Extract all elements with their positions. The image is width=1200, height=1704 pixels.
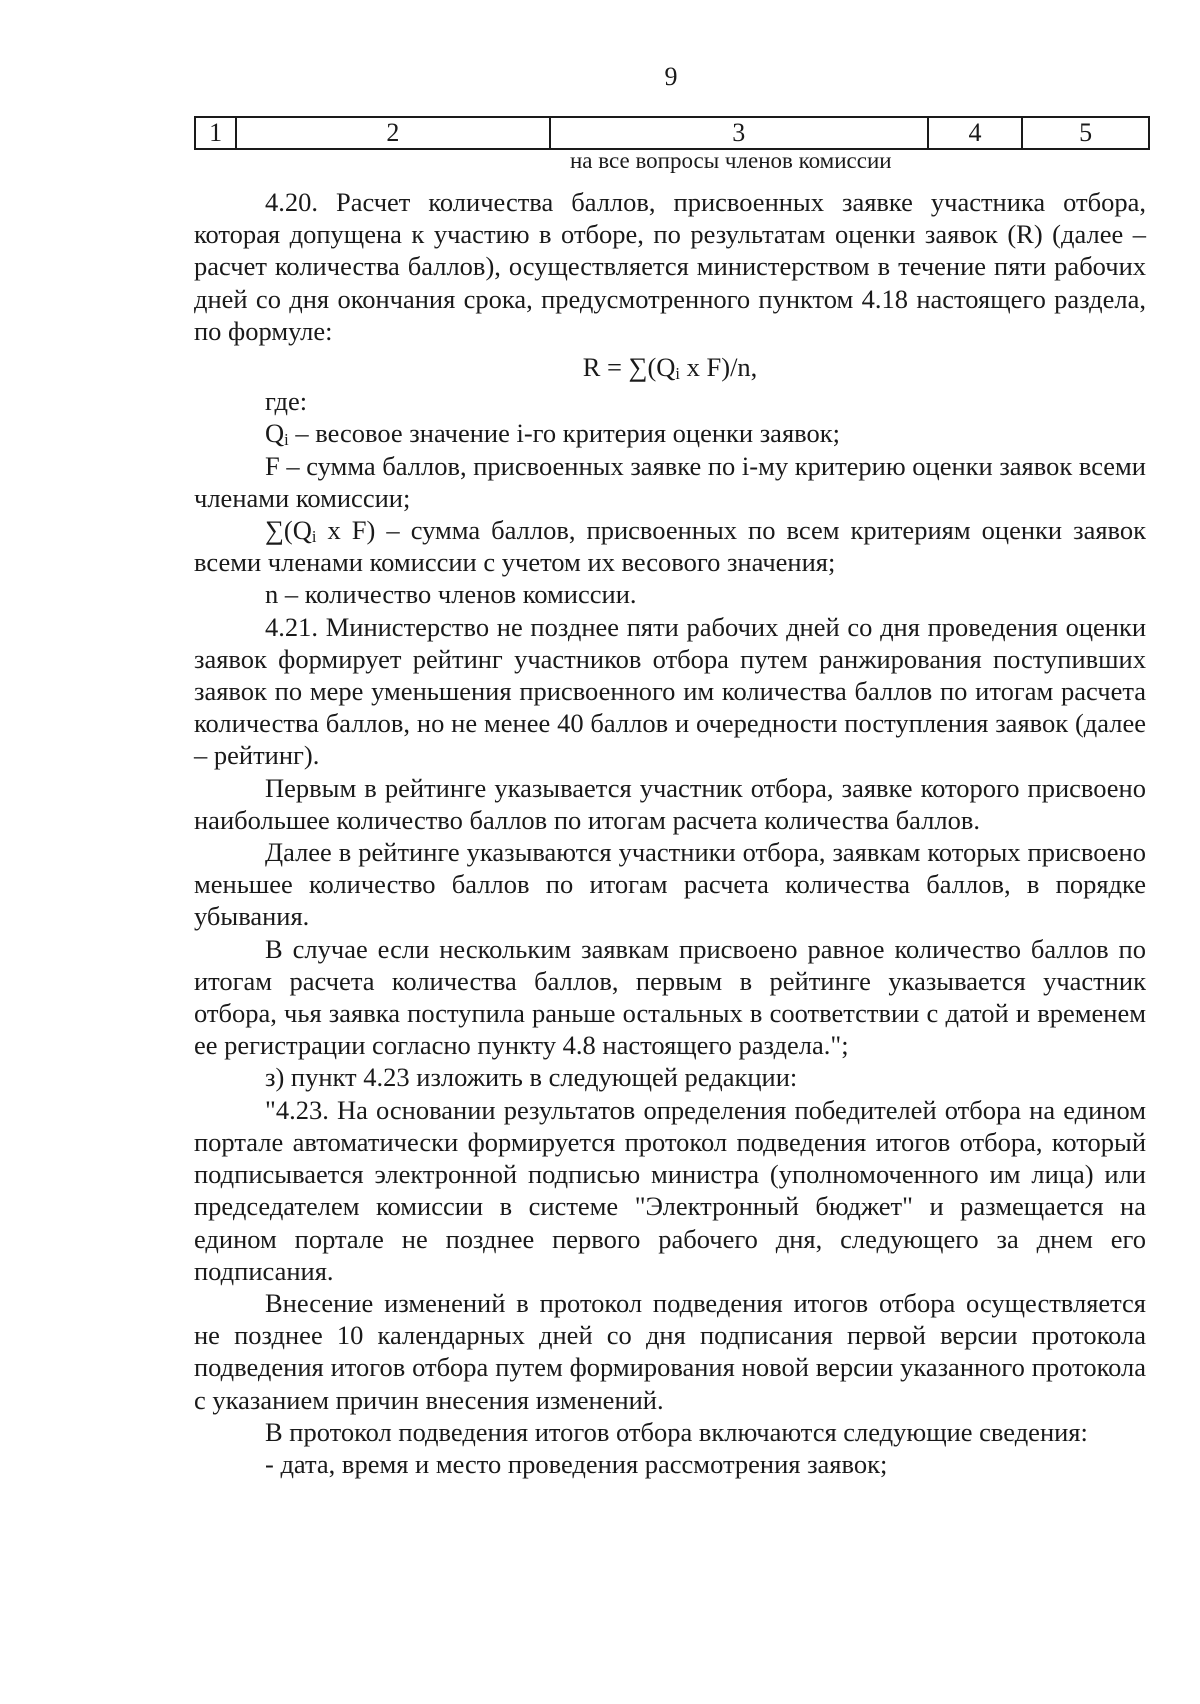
sum-subscript: i: [311, 527, 317, 547]
table-cell: 3: [550, 117, 928, 149]
table-cell: 1: [195, 117, 236, 149]
list-item: - дата, время и место проведения рассмотрения заявок;: [265, 1448, 888, 1479]
table-cell: 5: [1022, 117, 1149, 149]
definition-q: [194, 417, 1146, 449]
formula-part: x F)/n,: [680, 352, 758, 383]
sum-definition: x F) – сумма баллов, присвоенных по всем критериям оценки заявок всеми членами комиссии с учетом их весового значения;: [194, 515, 1146, 578]
table-row: [195, 117, 1149, 149]
paragraph-first-in-rating: Первым в рейтинге указывается участник отбора, заявке которого присвоено наибольшее количество баллов по итогам расчета количества баллов.: [194, 772, 1146, 835]
definition-n: n – количество членов комиссии.: [265, 579, 637, 610]
table-cell: 4: [928, 117, 1023, 149]
table-carry-over-note: на все вопросы членов комиссии: [570, 148, 892, 173]
q-subscript: i: [284, 430, 289, 450]
where-label: где:: [265, 386, 308, 417]
definition-f: F – сумма баллов, присвоенных заявке по i-му критерию оценки заявок всеми членами комиссии;: [194, 450, 1146, 513]
paragraph-protocol-includes: В протокол подведения итогов отбора включаются следующие сведения:: [265, 1416, 1088, 1447]
table-cell: 2: [236, 117, 550, 149]
paragraph-next-in-rating: Далее в рейтинге указываются участники отбора, заявкам которых присвоено меньшее количество баллов по итогам расчета количества баллов, в порядке убывания.: [194, 837, 1146, 932]
page-number: 9: [664, 62, 678, 91]
paragraph-4-23: "4.23. На основании результатов определения победителей отбора на едином портале автоматически формируется протокол подведения итогов отбора, который подписывается электронной подписью министра (уполномоченного им лица) или председателем комиссии в системе "Электронный бюджет" и размещается на едином портале не позднее первого рабочего дня, следующего за днем его подписания.: [194, 1094, 1146, 1286]
sum-symbol: ∑(Q: [265, 515, 312, 546]
formula-part: R = ∑(Q: [582, 352, 676, 383]
q-definition: – весовое значение i-го критерия оценки заявок;: [288, 418, 840, 449]
formula-subscript: i: [675, 364, 680, 384]
table-header-row: [194, 116, 1150, 150]
paragraph-4-21: 4.21. Министерство не позднее пяти рабочих дней со дня проведения оценки заявок формирует рейтинг участников отбора путем ранжирования поступивших заявок по мере уменьшения присвоенного им количества баллов по итогам расчета количества баллов, но не менее 40 баллов и очередности поступления заявок (далее – рейтинг).: [194, 611, 1146, 771]
paragraph-protocol-changes: Внесение изменений в протокол подведения итогов отбора осуществляется не позднее 10 календарных дней со дня подписания первой версии протокола подведения итогов отбора путем формирования новой версии указанного протокола с указанием причин внесения изменений.: [194, 1287, 1146, 1415]
paragraph-equal-scores: В случае если нескольким заявкам присвоено равное количество баллов по итогам расчета количества баллов, первым в рейтинге указывается участник отбора, чья заявка поступила раньше остальных в соответствии с датой и временем ее регистрации согласно пункту 4.8 настоящего раздела.";: [194, 933, 1146, 1061]
formula: [194, 351, 1146, 383]
paragraph-4-20: 4.20. Расчет количества баллов, присвоенных заявке участника отбора, которая допущена к участию в отборе, по результатам оценки заявок (R) (далее – расчет количества баллов), осуществляется министерством в течение пяти рабочих дней со дня окончания срока, предусмотренного пунктом 4.18 настоящего раздела, по формуле:: [194, 187, 1146, 346]
document-body: [194, 186, 1146, 1480]
paragraph-amendment-z: з) пункт 4.23 изложить в следующей редакции:: [265, 1062, 798, 1093]
definition-sum: [194, 514, 1146, 578]
q-symbol: Q: [265, 418, 285, 449]
